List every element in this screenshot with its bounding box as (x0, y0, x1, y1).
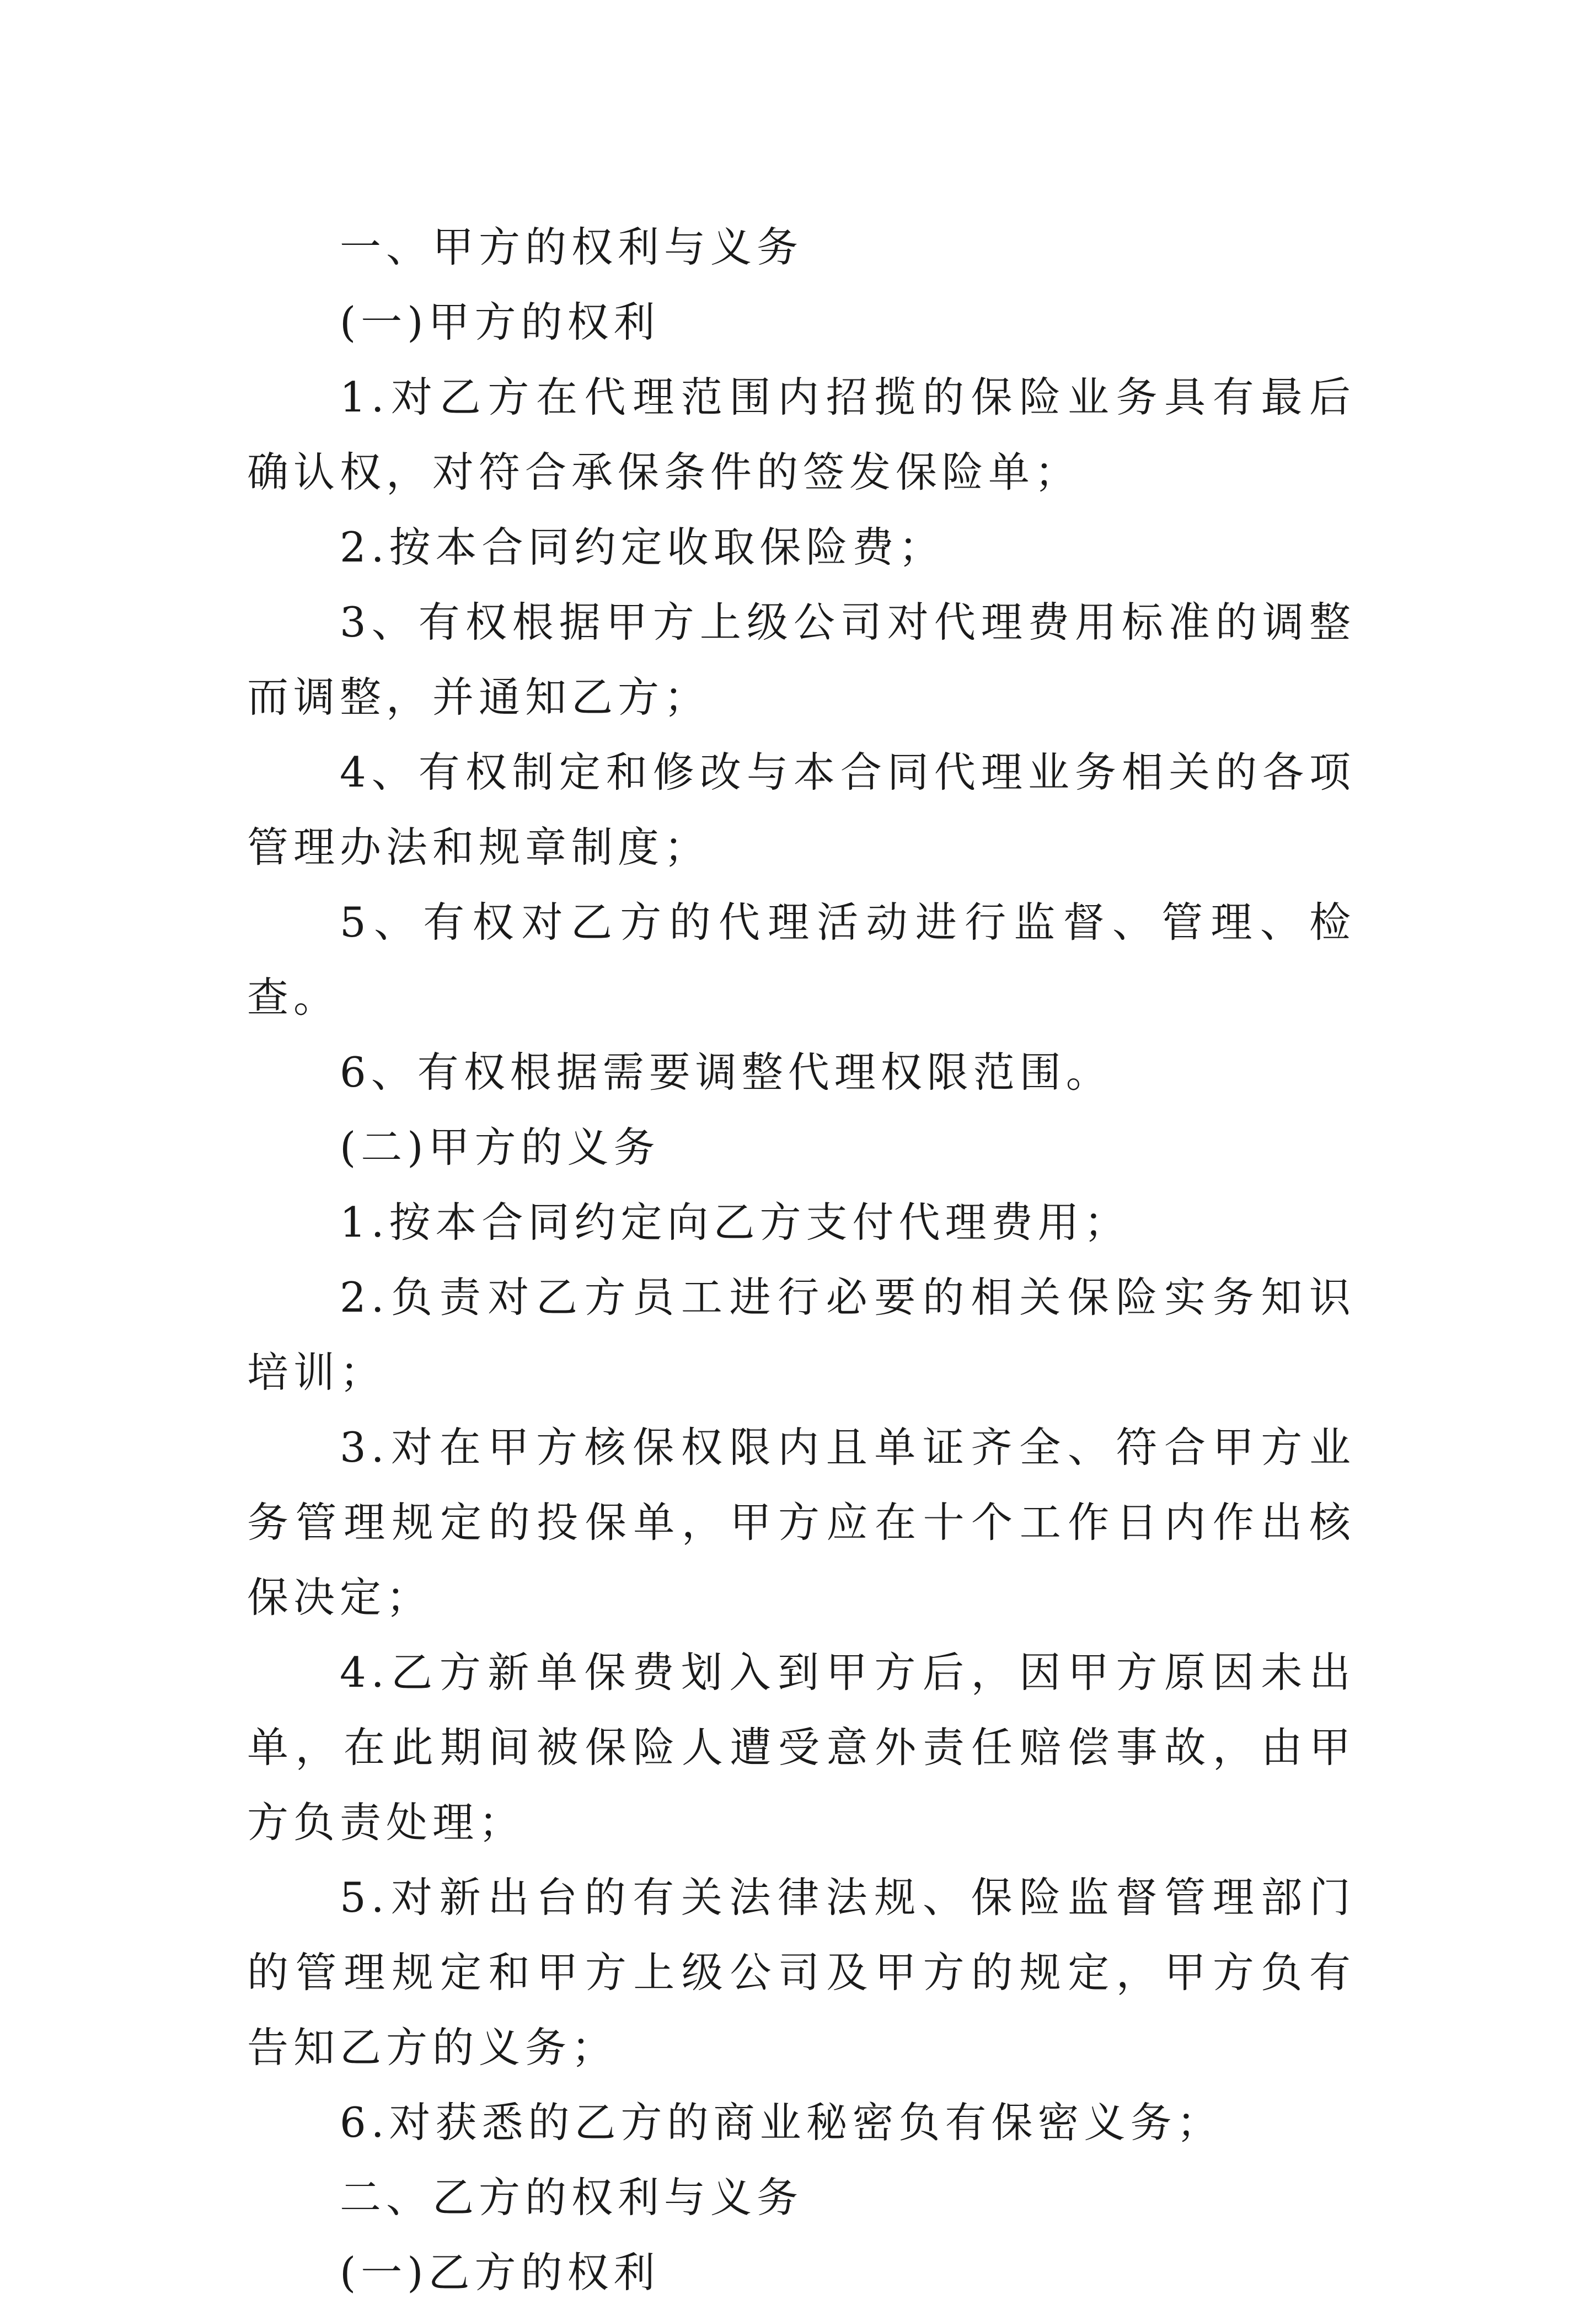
paragraph-a-right-4: 4、有权制定和修改与本合同代理业务相关的各项管理办法和规章制度； (247, 748, 1356, 871)
section-heading-party-b: 二、乙方的权利与义务 (340, 2173, 804, 2222)
paragraph-a-obligation-6: 6.对获悉的乙方的商业秘密负有保密义务； (340, 2098, 1223, 2147)
paragraph-a-obligation-3: 3.对在甲方核保权限内且单证齐全、符合甲方业务管理规定的投保单，甲方应在十个工作日内作出核保决定； (247, 1423, 1356, 1622)
paragraph-a-obligation-2: 2.负责对乙方员工进行必要的相关保险实务知识培训； (247, 1273, 1356, 1397)
paragraph-a-obligation-1: 1.按本合同约定向乙方支付代理费用； (340, 1198, 1131, 1247)
paragraph-a-right-2: 2.按本合同约定收取保险费； (340, 523, 945, 571)
paragraph-a-right-1: 1.对乙方在代理范围内招揽的保险业务具有最后确认权，对符合承保条件的签发保险单； (247, 373, 1356, 496)
paragraph-a-obligation-4: 4.乙方新单保费划入到甲方后，因甲方原因未出单，在此期间被保险人遭受意外责任赔偿事故，由甲方负责处理； (247, 1648, 1356, 1847)
subsection-heading-party-a-obligations: (二)甲方的义务 (340, 1123, 660, 1172)
subsection-heading-party-b-rights: (一)乙方的权利 (340, 2248, 660, 2297)
subsection-heading-party-a-rights: (一)甲方的权利 (340, 298, 660, 346)
paragraph-a-right-6: 6、有权根据需要调整代理权限范围。 (340, 1048, 1112, 1097)
paragraph-a-right-3: 3、有权根据甲方上级公司对代理费用标准的调整而调整，并通知乙方； (247, 598, 1356, 721)
section-heading-party-a: 一、甲方的权利与义务 (340, 223, 804, 271)
paragraph-a-right-5: 5、有权对乙方的代理活动进行监督、管理、检查。 (247, 898, 1356, 1022)
paragraph-a-obligation-5: 5.对新出台的有关法律法规、保险监督管理部门的管理规定和甲方上级公司及甲方的规定，甲方负有告知乙方的义务； (247, 1873, 1356, 2072)
document-body (247, 210, 1356, 2310)
